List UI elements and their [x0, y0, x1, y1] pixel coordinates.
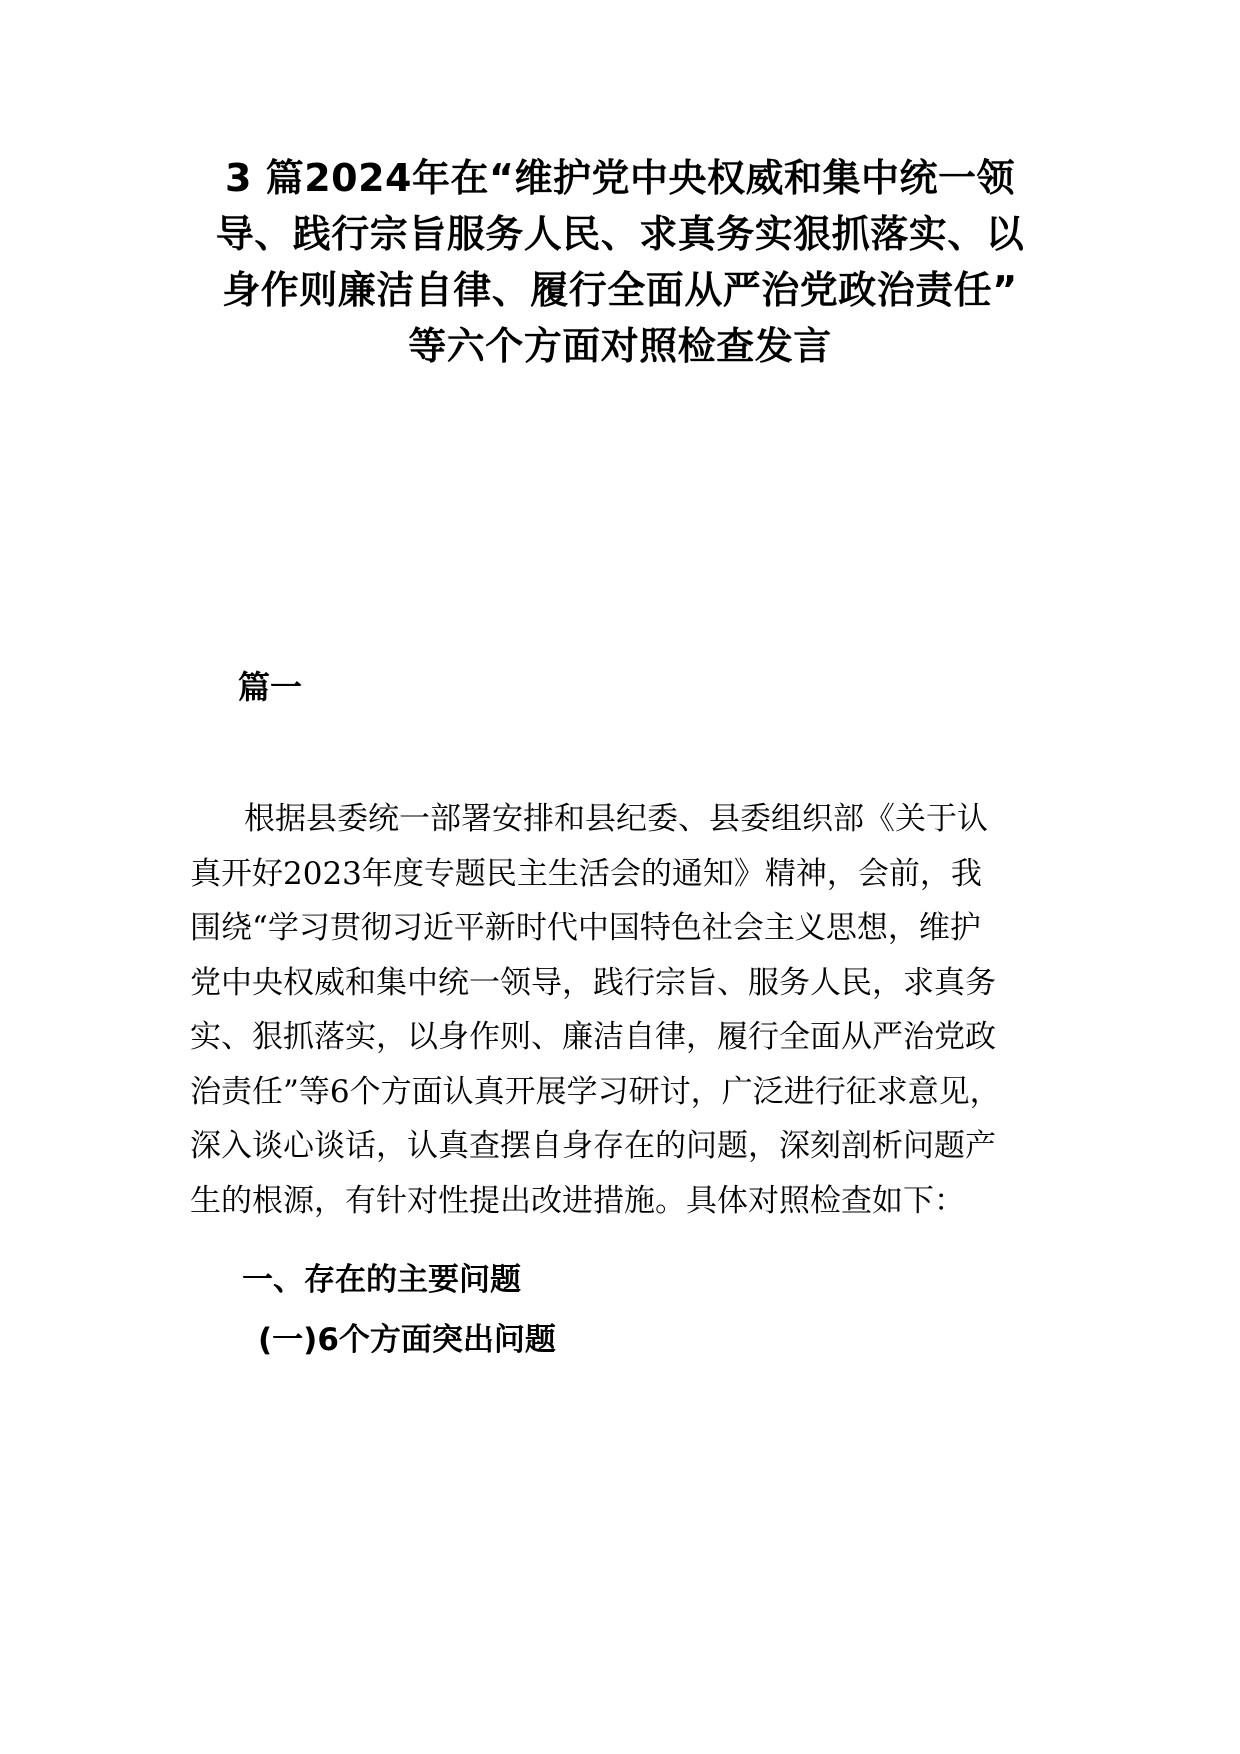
title-line: 3 篇2024年在“维护党中央权威和集中统一领 — [225, 156, 1015, 200]
heading-main-problems: 一、存在的主要问题 — [242, 1262, 521, 1298]
section-label: 篇一 — [238, 668, 303, 706]
paragraph-line: 深入谈心谈话，认真查摆自身存在的问题，深刻剖析问题产 — [190, 1128, 996, 1164]
paragraph-line: 党中央权威和集中统一领导，践行宗旨、服务人民，求真务 — [190, 964, 996, 1001]
document-title — [150, 150, 1090, 374]
paragraph-line: 真开好2023年度专题民主生活会的通知》精神，会前，我 — [190, 855, 982, 892]
heading-six-aspects: (一)6个方面突出问题 — [258, 1322, 556, 1358]
paragraph-line: 根据县委统一部署安排和县纪委、县委组织部《关于认 — [244, 801, 988, 837]
paragraph-line: 生的根源，有针对性提出改进措施。具体对照检查如下： — [190, 1182, 965, 1219]
title-line: 身作则廉洁自律、履行全面从严治党政治责任” — [222, 268, 1018, 312]
intro-paragraph — [190, 792, 1050, 1228]
paragraph-line: 实、狠抓落实，以身作则、廉洁自律，履行全面从严治党政 — [190, 1019, 996, 1055]
paragraph-line: 治责任”等6个方面认真开展学习研讨，广泛进行征求意见， — [190, 1073, 1001, 1110]
paragraph-line: 围绕“学习贯彻习近平新时代中国特色社会主义思想，维护 — [190, 910, 981, 946]
title-line: 等六个方面对照检查发言 — [408, 324, 832, 368]
title-line: 导、践行宗旨服务人民、求真务实狠抓落实、以 — [215, 212, 1025, 256]
